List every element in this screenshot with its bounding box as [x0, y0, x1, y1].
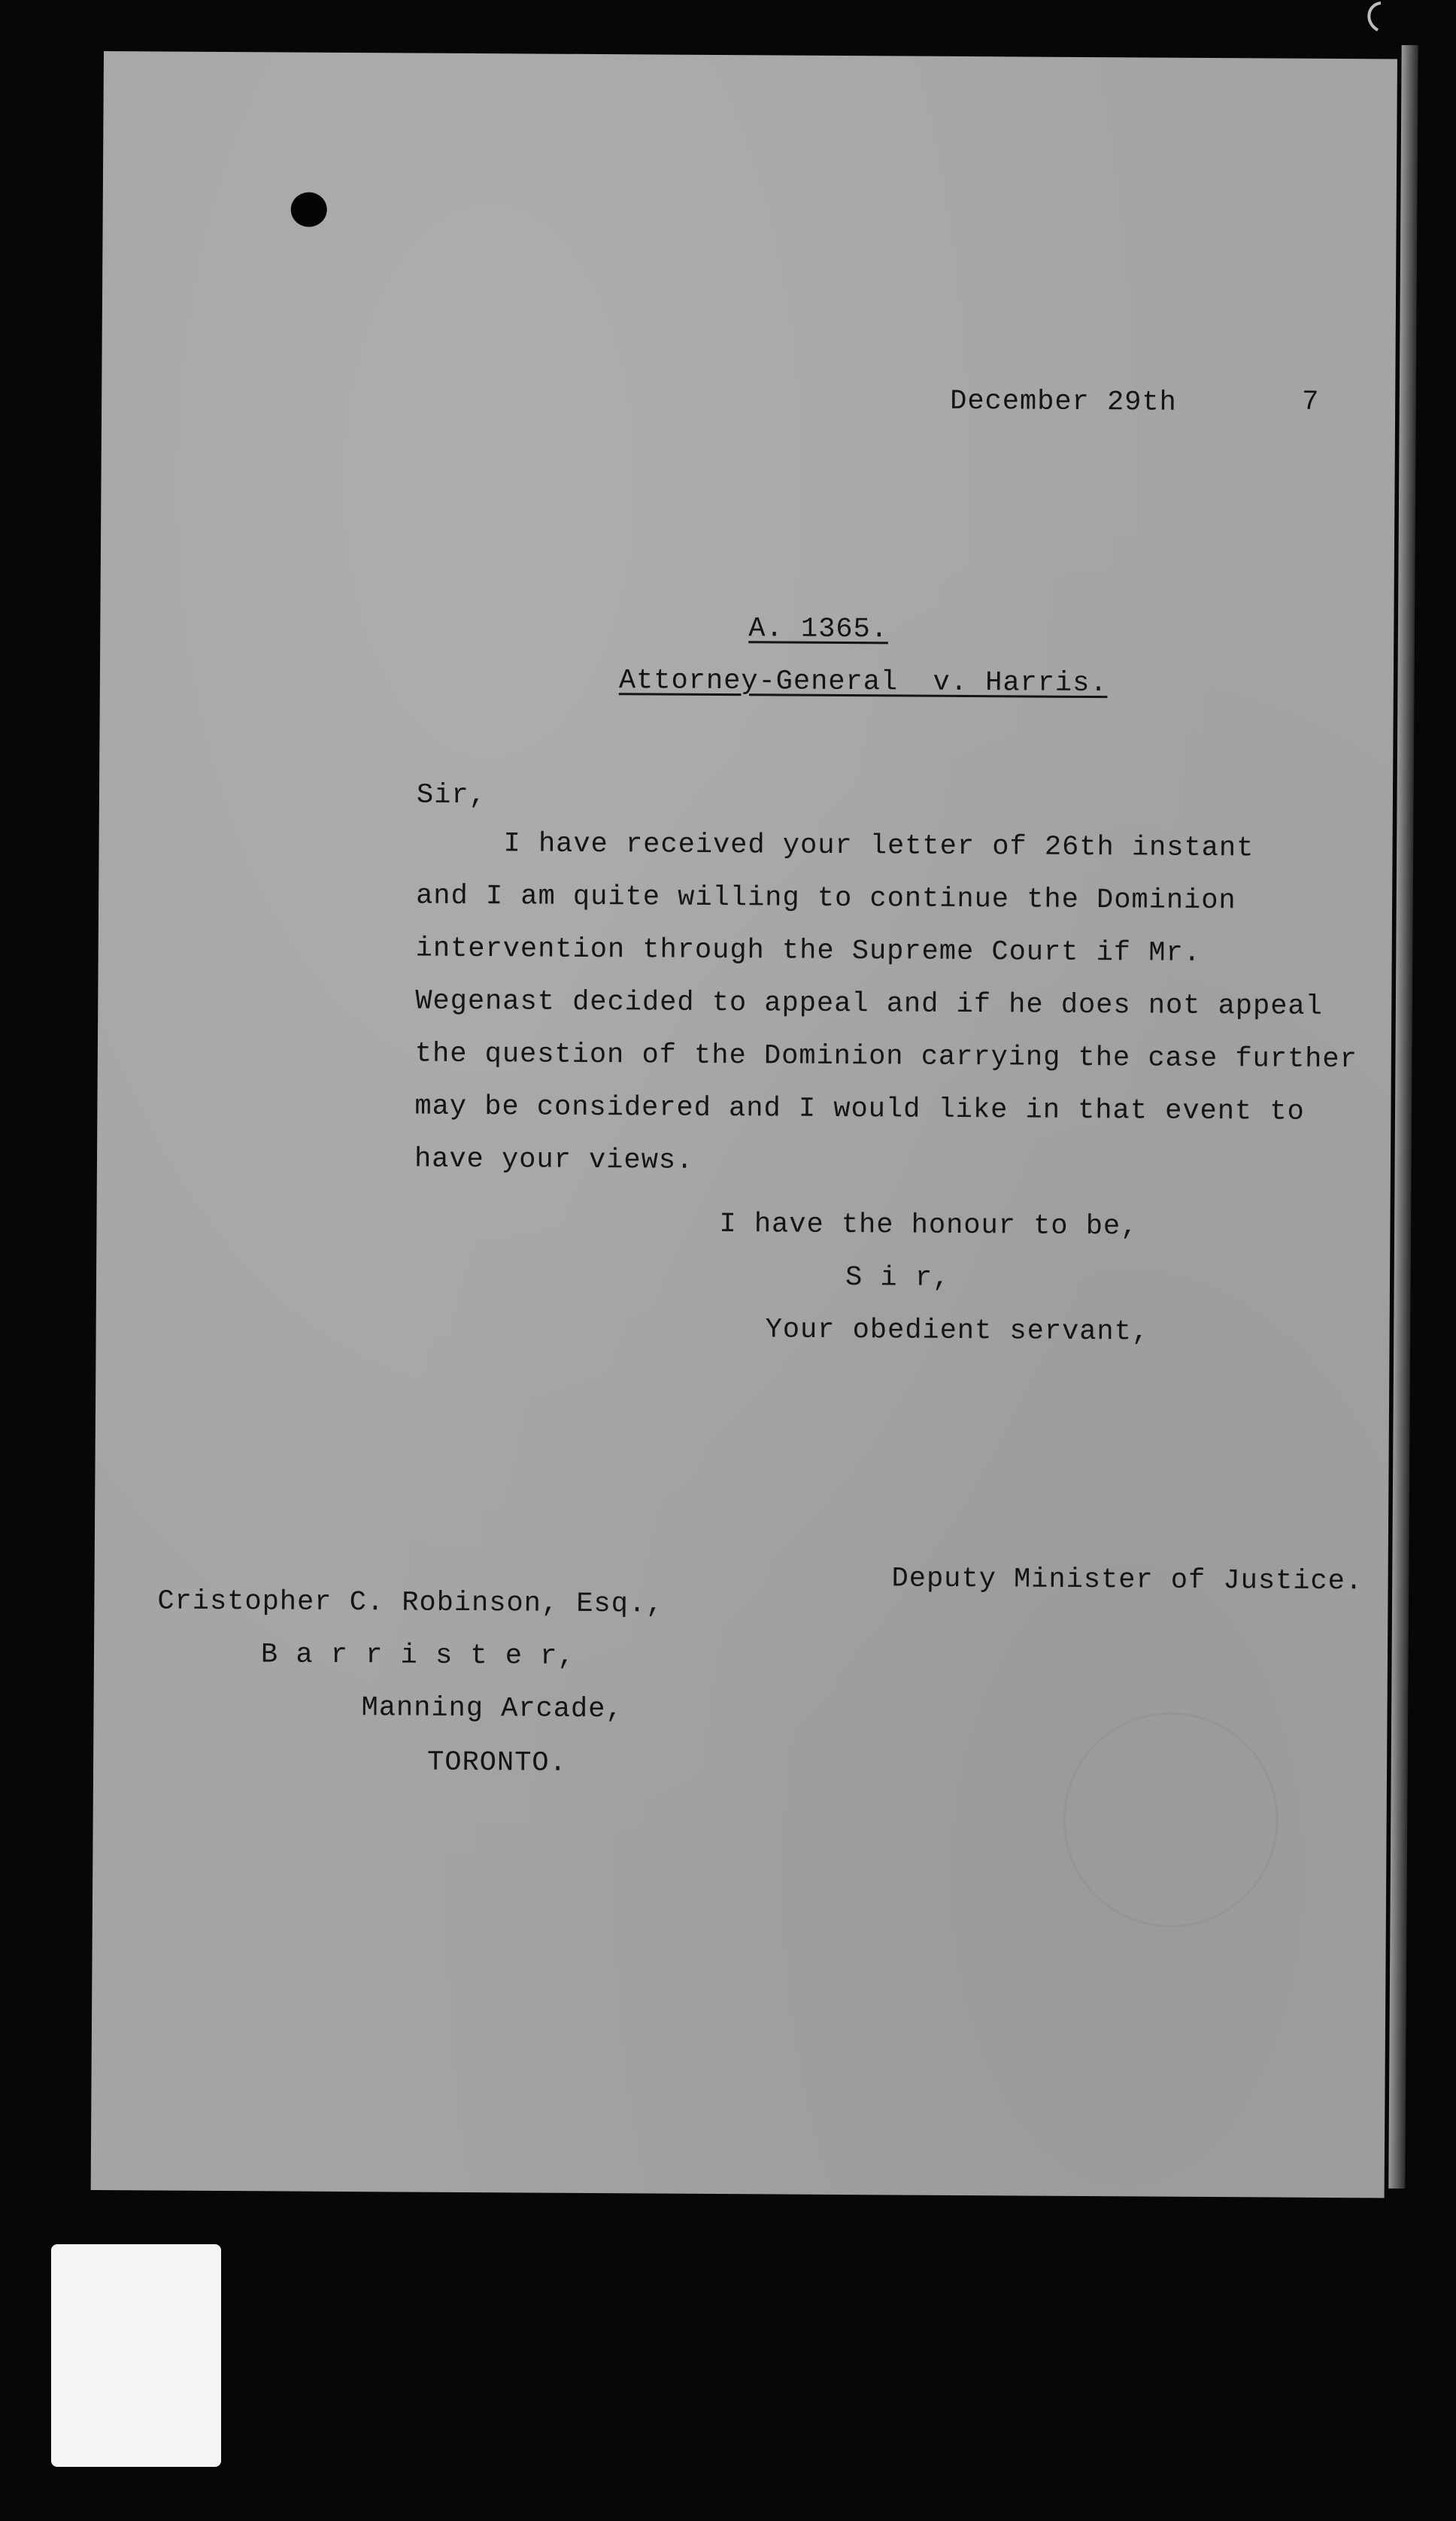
case-title: Attorney-General v. Harris.: [618, 665, 1108, 700]
closing-line-1: I have the honour to be,: [719, 1209, 1139, 1243]
addressee-name: Cristopher C. Robinson, Esq.,: [157, 1585, 664, 1621]
letter-date: December 29th: [950, 385, 1177, 419]
letter-body: [414, 827, 1357, 1322]
file-reference: A. 1365.: [748, 613, 889, 646]
body-line: the question of the Dominion carrying the case further: [414, 1038, 1357, 1076]
faded-stamp: [1063, 1712, 1279, 1928]
addressee-city: TORONTO.: [426, 1746, 567, 1779]
salutation: Sir,: [416, 779, 487, 812]
closing-line-2: S i r,: [845, 1262, 951, 1294]
body-line: Wegenast decided to appeal and if he does not appeal: [415, 985, 1323, 1023]
white-tab: [51, 2244, 221, 2467]
letter-sheet: [91, 51, 1397, 2198]
addressee-street: Manning Arcade,: [361, 1692, 623, 1726]
body-line: intervention through the Supreme Court if Mr.: [415, 933, 1201, 969]
body-line: I have received your letter of 26th instant: [416, 827, 1254, 865]
signatory-title: Deputy Minister of Justice.: [891, 1563, 1363, 1598]
body-line: have your views.: [414, 1143, 694, 1177]
body-line: may be considered and I would like in that event to: [414, 1091, 1305, 1128]
punch-hole: [291, 193, 327, 227]
closing-line-3: Your obedient servant,: [765, 1314, 1150, 1348]
page-number: 7: [1302, 386, 1320, 418]
addressee-profession: B a r r i s t e r,: [260, 1639, 575, 1673]
body-line: and I am quite willing to continue the Dominion: [416, 880, 1236, 918]
corner-pencil-mark: [1351, 0, 1396, 39]
